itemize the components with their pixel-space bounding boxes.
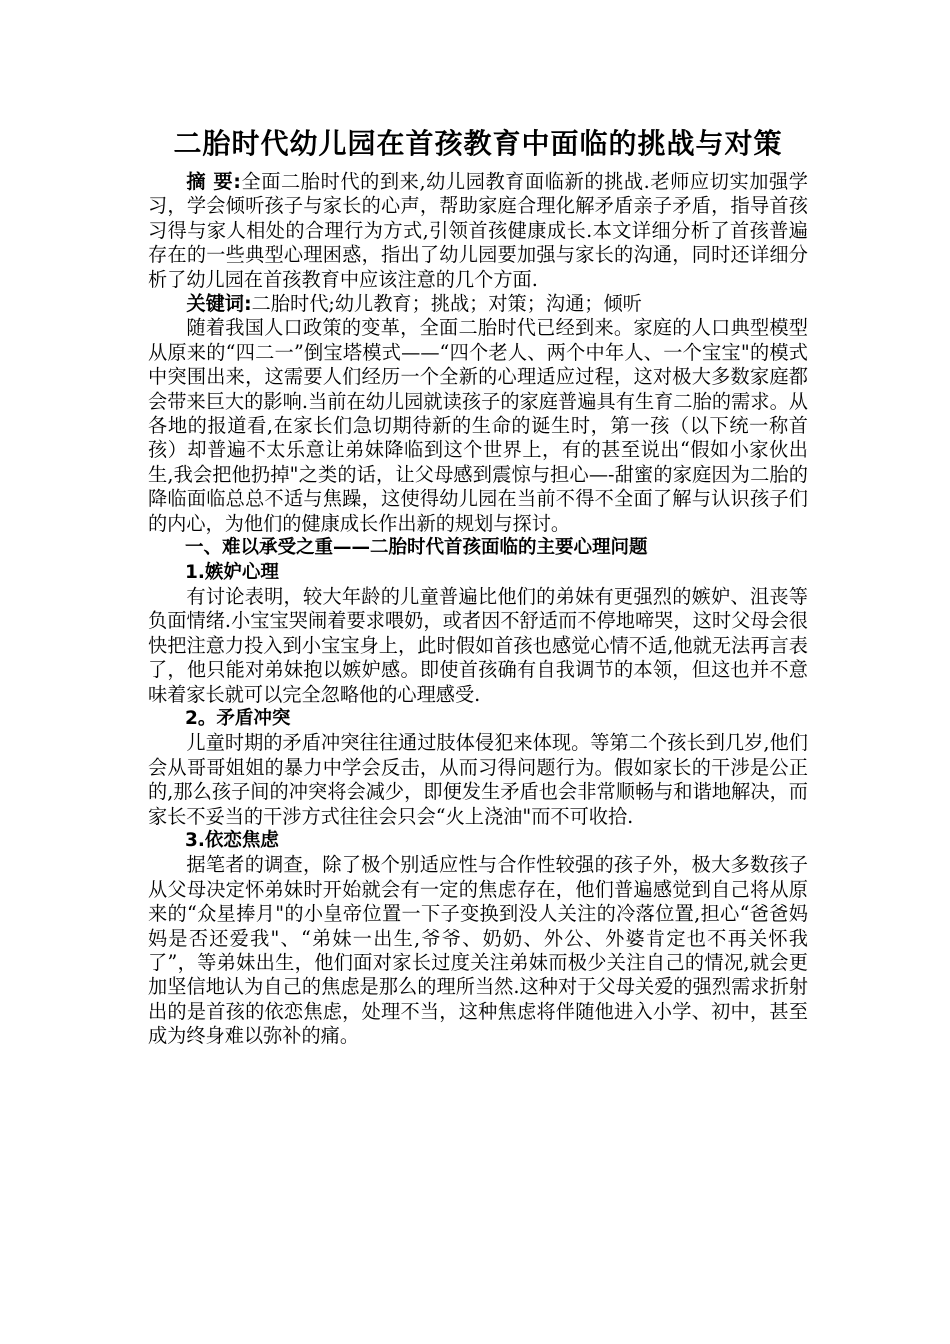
keywords-label: 关键词: <box>186 292 252 316</box>
document-title: 二胎时代幼儿园在首孩教育中面临的挑战与对策 <box>173 127 783 160</box>
subsection-text-jealousy: 有讨论表明，较大年龄的儿童普遍比他们的弟妹有更强烈的嫉妒、沮丧等负面情绪.小宝宝哭闹着要求喂奶，或者因不舒适而不停地啼哭，这时父母会很快把注意力投入到小宝宝身上，此时假如首孩也感觉心情不适,他就无法再言表了，他只能对弟妹抱以嫉妒感。即使首孩确有自我调节的本领，但这也并不意味着家长就可以完全忽略他的心理感受. <box>148 584 808 706</box>
subsection-heading-anxiety: 3.依恋焦虑 <box>185 829 279 851</box>
document-page <box>148 122 808 1049</box>
subsection-heading-conflict: 2。矛盾冲突 <box>185 707 291 729</box>
keywords-paragraph <box>148 292 808 316</box>
abstract-paragraph <box>148 170 808 292</box>
keywords-text: 二胎时代;幼儿教育；挑战；对策；沟通；倾听 <box>251 292 642 316</box>
section-heading: 一、难以承受之重——二胎时代首孩面临的主要心理问题 <box>185 537 648 559</box>
intro-paragraph: 随着我国人口政策的变革，全面二胎时代已经到来。家庭的人口典型模型从原来的“四二一”倒宝塔模式——“四个老人、两个中年人、一个宝宝"的模式中突围出来，这需要人们经历一个全新的心理适应过程，这对极大多数家庭都会带来巨大的影响.当前在幼儿园就读孩子的家庭普遍具有生育二胎的需求。从各地的报道看,在家长们急切期待新的生命的诞生时，第一孩（以下统一称首孩）却普遍不太乐意让弟妹降临到这个世界上，有的甚至说出“假如小家伙出生,我会把他扔掉"之类的话，让父母感到震惊与担心—-甜蜜的家庭因为二胎的降临面临总总不适与焦躁，这使得幼儿园在当前不得不全面了解与认识孩子们的内心，为他们的健康成长作出新的规划与探讨。 <box>148 316 808 535</box>
subsection-heading-jealousy: 1.嫉妒心理 <box>185 561 279 583</box>
abstract-text: 全面二胎时代的到来,幼儿园教育面临新的挑战.老师应切实加强学习，学会倾听孩子与家长的心声，帮助家庭合理化解矛盾亲子矛盾，指导首孩习得与家人相处的合理行为方式,引领首孩健康成长.本文详细分析了首孩普遍存在的一些典型心理困惑，指出了幼儿园要加强与家长的沟通，同时还详细分析了幼儿园在首孩教育中应该注意的几个方面. <box>148 170 808 291</box>
subsection-text-conflict: 儿童时期的矛盾冲突往往通过肢体侵犯来体现。等第二个孩长到几岁,他们会从哥哥姐姐的暴力中学会反击，从而习得问题行为。假如家长的干涉是公正的,那么孩子间的冲突将会减少，即便发生矛盾也会非常顺畅与和谐地解决，而家长不妥当的干涉方式往往会只会“火上浇油"而不可收拾. <box>148 731 808 828</box>
abstract-label: 摘 要: <box>186 170 241 193</box>
subsection-text-anxiety: 据笔者的调查，除了极个别适应性与合作性较强的孩子外，极大多数孩子从父母决定怀弟妹时开始就会有一定的焦虑存在，他们普遍感觉到自己将从原来的“众星捧月"的小皇帝位置一下子变换到没人关注的冷落位置,担心“爸爸妈妈是否还爱我"、“弟妹一出生,爷爷、奶奶、外公、外婆肯定也不再关怀我了”，等弟妹出生，他们面对家长过度关注弟妹而极少关注自己的情况,就会更加坚信地认为自己的焦虑是那么的理所当然.这种对于父母关爱的强烈需求折射出的是首孩的依恋焦虑，处理不当，这种焦虑将伴随他进入小学、初中，甚至成为终身难以弥补的痛。 <box>148 853 808 1048</box>
